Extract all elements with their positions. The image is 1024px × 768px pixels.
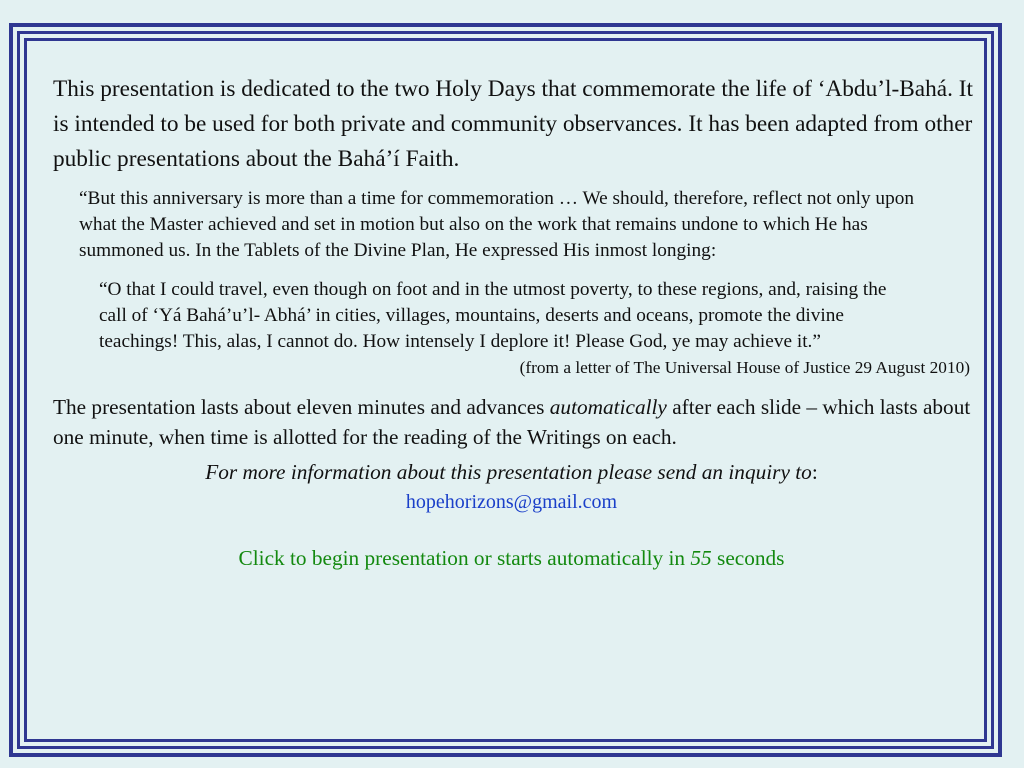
master-quote: “O that I could travel, even though on foot and in the utmost poverty, to these regions, and, raising the call of ‘Yá Bahá’u’l- Abhá’ in cities, villages, mountains, deserts and oceans, promote the divine teachings! This, alas, I cannot do. How intensely I deplore it! Please God, ye may achieve it.” — [99, 279, 887, 352]
duration-text-end: after each slide – which lasts about one minute, when time is allotted for the reading of the Writings on each. — [53, 395, 971, 449]
countdown-seconds: 55 — [690, 546, 712, 570]
contact-email-link[interactable]: hopehorizons@gmail.com — [405, 491, 618, 513]
begin-text: Click to begin presentation or starts automatically in — [238, 546, 691, 570]
slide-content — [53, 72, 983, 573]
duration-text-start: The presentation lasts about eleven minutes and advances — [53, 395, 550, 419]
more-info-text: For more information about this presentation please send an inquiry to — [205, 460, 812, 484]
anniversary-quote: “But this anniversary is more than a time for commemoration … We should, therefore, reflect not only upon what the Master achieved and set in motion but also on the work that remains undone to which He has summoned us. In the Tablets of the Divine Plan, He expressed His inmost longing: — [79, 188, 914, 261]
quote-citation: (from a letter of The Universal House of Justice 29 August 2010) — [519, 358, 970, 377]
duration-emphasis: automatically — [549, 395, 667, 419]
intro-paragraph: This presentation is dedicated to the two Holy Days that commemorate the life of ‘Abdu’l-Bahá. It is intended to be used for both private and community observances. It has been adapted from other public presentations about the Bahá’í Faith. — [53, 76, 973, 172]
begin-seconds-label: seconds — [711, 546, 785, 570]
duration-paragraph — [53, 392, 983, 452]
more-info-colon: : — [811, 460, 818, 484]
more-info-line — [53, 457, 970, 487]
begin-presentation-link[interactable] — [53, 543, 970, 573]
